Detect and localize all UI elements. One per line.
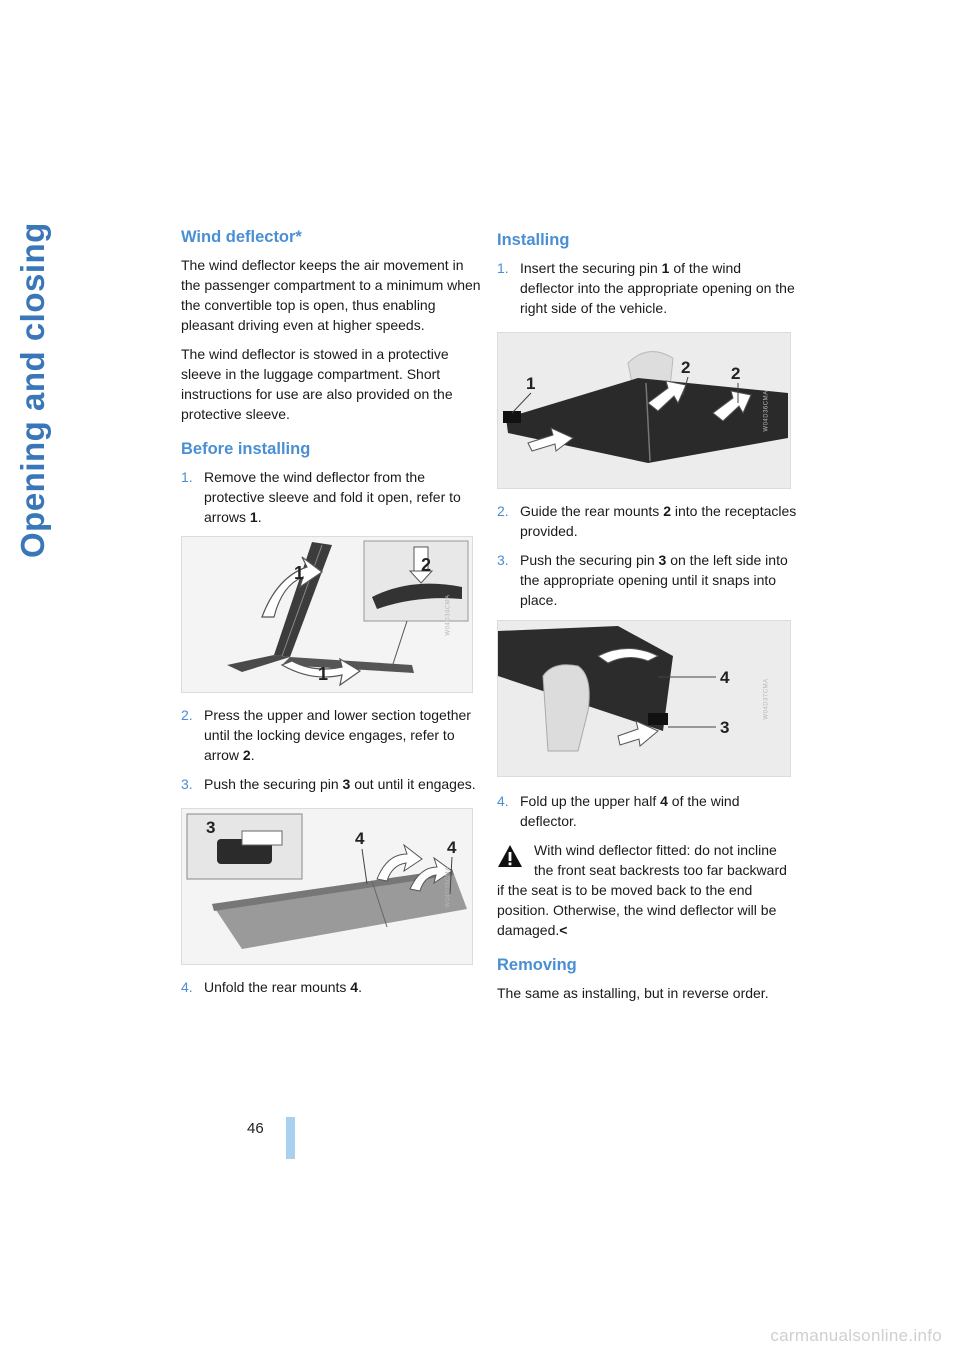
subheading-before-installing: Before installing [181, 440, 311, 458]
step-text: Guide the rear mounts [520, 503, 660, 519]
step-number: 2. [181, 707, 193, 723]
step-ref: 2 [242, 747, 251, 763]
step-ref: 1 [249, 509, 258, 525]
section-heading-wind-deflector: Wind deflector* [181, 228, 302, 246]
step-ref: 4 [350, 979, 359, 995]
step-text: Press the upper and lower section together until the locking device engages, refer to arrow [204, 707, 471, 763]
watermark: carmanualsonline.info [770, 1326, 942, 1345]
fig3-label-2a: 2 [681, 358, 691, 377]
figure-code: W04D37CMA [763, 677, 770, 720]
step-fold-up [497, 791, 797, 831]
intro-paragraph-1: The wind deflector keeps the air movement in the passenger compartment to a minimum when the convertible top is open, thus enabling pleasant driving even at higher speeds. [181, 257, 481, 333]
step-number: 3. [497, 552, 509, 568]
page-number: 46 [247, 1120, 264, 1137]
intro-paragraph-2: The wind deflector is stowed in a protective sleeve in the luggage compartment. Short instructions for use are also provided on the protective sleeve. [181, 346, 453, 422]
step-push-pin [181, 774, 481, 794]
figure-fold-open [181, 536, 473, 693]
step-text: of the wind deflector into the appropriate opening on the right side of the vehicle. [520, 260, 795, 316]
step-number: 2. [497, 503, 509, 519]
step-text: Fold up the upper half [520, 793, 657, 809]
end-marker: < [559, 922, 568, 938]
step-text: of the wind deflector. [520, 793, 740, 829]
step-number: 1. [497, 260, 509, 276]
chapter-side-title: Opening and closing [14, 222, 51, 558]
figure-code: W04D35CMA [445, 865, 452, 908]
step-press: 2. Press the upper and lower section together until the locking device engages, refer to arrow 2. [181, 707, 471, 763]
step-text: Remove the wind deflector from the protective sleeve and fold it open, refer to arrows [204, 469, 461, 525]
step-unfold: 4. Unfold the rear mounts 4. [181, 979, 362, 995]
figure-push-pin [181, 808, 473, 965]
subheading-installing: Installing [497, 231, 570, 249]
warning-triangle-icon [497, 844, 523, 868]
step-ref: 3 [342, 776, 351, 792]
figure-insert-pin [497, 332, 791, 489]
step-text: Push the securing pin [204, 776, 339, 792]
step-push-left-pin [497, 550, 797, 610]
step-text: out until it engages. [354, 776, 476, 792]
fig3-label-2b: 2 [731, 364, 741, 383]
left-column [181, 228, 481, 1006]
page-marker-bar [286, 1117, 295, 1159]
fig1-label-1b: 1 [318, 664, 329, 684]
warning-note [497, 840, 797, 940]
fig2-label-4a: 4 [355, 829, 365, 848]
figure-code: W04D34CMA [445, 593, 452, 636]
step-ref: 2 [663, 503, 671, 519]
figure-code: W04D36CMA [763, 389, 770, 432]
step-number: 4. [497, 793, 509, 809]
step-ref: 1 [661, 260, 670, 276]
step-text: Push the securing pin [520, 552, 655, 568]
fig2-label-3: 3 [206, 818, 216, 837]
fig4-label-4: 4 [720, 668, 730, 687]
fig2-label-4b: 4 [447, 838, 457, 857]
subheading-removing: Removing [497, 956, 577, 974]
warning-text-first: With wind deflector fitted: do not incline the front seat backrests too far backward [534, 842, 787, 878]
removing-paragraph: The same as installing, but in reverse order. [497, 985, 769, 1001]
step-remove: 1. Remove the wind deflector from the protective sleeve and fold it open, refer to arrows 1. [181, 469, 461, 525]
step-number: 1. [181, 469, 193, 485]
step-text: Unfold the rear mounts [204, 979, 347, 995]
step-insert-pin [497, 258, 797, 318]
fig1-label-2: 2 [421, 555, 432, 575]
step-guide-mounts [497, 501, 797, 541]
figure-snap-pin [497, 620, 791, 777]
fig1-label-1a: 1 [294, 563, 305, 583]
fig3-label-1: 1 [526, 374, 536, 393]
right-column [497, 228, 797, 1012]
step-text: Insert the securing pin [520, 260, 658, 276]
step-number: 4. [181, 979, 193, 995]
step-text: into the receptacles provided. [520, 503, 797, 539]
step-ref: 4 [660, 793, 668, 809]
fig4-label-3: 3 [720, 718, 730, 737]
warning-text-rest: if the seat is to be moved back to the end position. Otherwise, the wind deflector will be damaged. [497, 882, 777, 938]
step-ref: 3 [658, 552, 667, 568]
step-text: on the left side into the appropriate opening until it snaps into place. [520, 552, 788, 608]
step-number: 3. [181, 776, 193, 792]
